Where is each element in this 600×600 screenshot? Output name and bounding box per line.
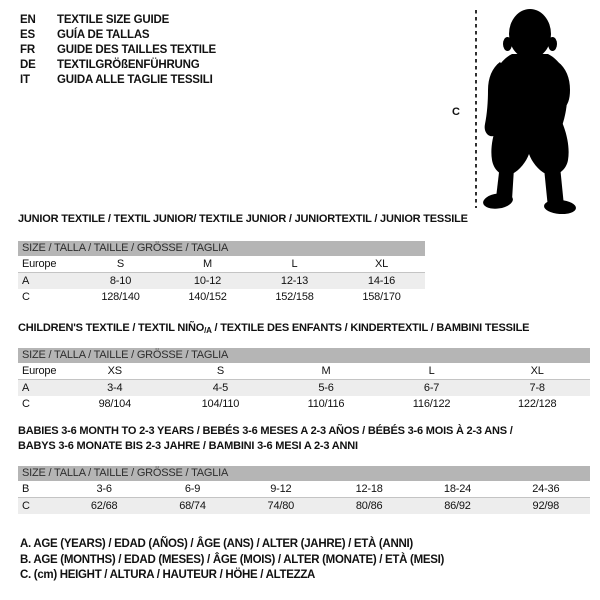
row-label: Europe	[18, 256, 77, 273]
table-cell: S	[77, 256, 164, 273]
table-title-line	[18, 424, 513, 439]
table-title-line	[18, 439, 513, 454]
table-row	[18, 363, 590, 380]
table-title-text: JUNIOR TEXTILE / TEXTIL JUNIOR/ TEXTILE JUNIOR / JUNIORTEXTIL / JUNIOR TESSILE	[18, 213, 468, 225]
size-table-junior	[18, 241, 425, 305]
footnote: A. AGE (YEARS) / EDAD (AÑOS) / ÂGE (ANS) / ALTER (JAHRE) / ETÀ (ANNI)	[20, 538, 413, 550]
table-row	[18, 396, 590, 412]
table-cell: 6-7	[423, 382, 440, 394]
table-row	[18, 289, 425, 305]
row-label: A	[22, 382, 30, 394]
language-title: GUIDA ALLE TAGLIE TESSILI	[57, 74, 213, 86]
size-table-grid-children	[18, 363, 590, 412]
table-title-text: CHILDREN'S TEXTILE / TEXTIL NIÑO	[18, 322, 205, 334]
table-cell: 92/98	[532, 500, 560, 512]
table-row	[18, 380, 590, 397]
language-line	[20, 28, 216, 43]
table-row	[18, 273, 425, 290]
table-cell: 8-10	[109, 275, 132, 287]
height-measure-label: C	[452, 106, 460, 118]
table-cell: 5-6	[318, 382, 334, 394]
table-cell: 62/68	[90, 500, 118, 512]
table-cell: 12-13	[280, 275, 309, 287]
table-cell: M	[273, 363, 379, 380]
size-header-band: SIZE / TALLA / TAILLE / GRÖSSE / TAGLIA	[18, 241, 425, 256]
table-cell: 128/140	[101, 291, 140, 303]
table-title-line	[18, 212, 468, 227]
table-title-line	[18, 321, 529, 338]
table-title-text: BABIES 3-6 MONTH TO 2-3 YEARS / BEBÉS 3-6 MESES A 2-3 AÑOS / BÉBÉS 3-6 MOIS À 2-3 ANS /	[18, 425, 513, 437]
footnote: C. (cm) HEIGHT / ALTURA / HAUTEUR / HÖHE / ALTEZZA	[20, 569, 316, 581]
table-title-babies	[18, 424, 513, 454]
language-title-list	[20, 13, 216, 88]
table-cell: 3-6	[60, 481, 148, 498]
table-cell: XL	[338, 256, 425, 273]
table-title-junior	[18, 212, 468, 227]
language-line	[20, 13, 216, 28]
size-table-babies	[18, 466, 590, 514]
row-label: C	[22, 398, 30, 410]
size-header-band: SIZE / TALLA / TAILLE / GRÖSSE / TAGLIA	[18, 348, 590, 363]
language-code: IT	[20, 74, 30, 86]
table-title-text: /A	[204, 326, 212, 335]
table-cell: 80/86	[355, 500, 383, 512]
table-cell: 74/80	[267, 500, 295, 512]
row-label: Europe	[18, 363, 62, 380]
table-cell: 140/152	[188, 291, 227, 303]
size-header-band: SIZE / TALLA / TAILLE / GRÖSSE / TAGLIA	[18, 466, 590, 481]
language-code: DE	[20, 59, 36, 71]
table-cell: 104/110	[201, 398, 240, 410]
table-cell: 7-8	[529, 382, 545, 394]
language-code: FR	[20, 44, 35, 56]
table-title-text: / TEXTILE DES ENFANTS / KINDERTEXTIL / BAMBINI TESSILE	[211, 322, 530, 334]
table-cell: L	[379, 363, 485, 380]
table-cell: 98/104	[98, 398, 132, 410]
table-cell: 9-12	[237, 481, 325, 498]
language-title: TEXTILE SIZE GUIDE	[57, 14, 170, 26]
baby-silhouette-graphic	[450, 2, 600, 214]
table-cell: 12-18	[325, 481, 413, 498]
language-line	[20, 58, 216, 73]
table-cell: 6-9	[148, 481, 236, 498]
table-row	[18, 256, 425, 273]
size-table-children	[18, 348, 590, 412]
row-label: A	[22, 275, 30, 287]
language-code: ES	[20, 29, 35, 41]
baby-silhouette	[482, 9, 576, 214]
row-label: B	[18, 481, 60, 498]
table-cell: 10-12	[193, 275, 222, 287]
size-table-grid-babies	[18, 481, 590, 514]
table-title-text: BABYS 3-6 MONATE BIS 2-3 JAHRE / BAMBINI 3-6 MESI A 2-3 ANNI	[18, 440, 358, 452]
row-label: C	[22, 500, 30, 512]
table-cell: 14-16	[367, 275, 396, 287]
table-row	[18, 498, 590, 515]
language-title: TEXTILGRÖßENFÜHRUNG	[57, 59, 200, 71]
footnote: B. AGE (MONTHS) / EDAD (MESES) / ÂGE (MOIS) / ALTER (MONATE) / ETÀ (MESI)	[20, 553, 445, 566]
baby-figure	[450, 2, 600, 214]
table-cell: S	[168, 363, 274, 380]
table-cell: 68/74	[179, 500, 206, 512]
language-title: GUIDE DES TAILLES TEXTILE	[57, 44, 216, 56]
language-line	[20, 43, 216, 58]
table-cell: M	[164, 256, 251, 273]
row-label: C	[22, 291, 30, 303]
table-cell: 86/92	[444, 500, 471, 512]
table-cell: 18-24	[413, 481, 501, 498]
table-cell: XS	[62, 363, 168, 380]
table-cell: 158/170	[362, 291, 401, 303]
table-cell: 110/116	[307, 398, 345, 410]
language-code: EN	[20, 14, 36, 26]
table-cell: 4-5	[212, 382, 229, 394]
size-table-grid-junior	[18, 256, 425, 305]
table-cell: 3-4	[107, 382, 123, 394]
table-cell: 116/122	[412, 398, 451, 410]
table-cell: XL	[484, 363, 590, 380]
table-cell: 122/128	[518, 398, 557, 410]
table-row	[18, 481, 590, 498]
footnote-list	[20, 537, 444, 584]
language-line	[20, 73, 216, 88]
table-title-children	[18, 321, 529, 338]
table-cell: 24-36	[502, 481, 590, 498]
table-cell: L	[251, 256, 338, 273]
language-title: GUÍA DE TALLAS	[57, 29, 150, 41]
table-cell: 152/158	[275, 291, 314, 303]
